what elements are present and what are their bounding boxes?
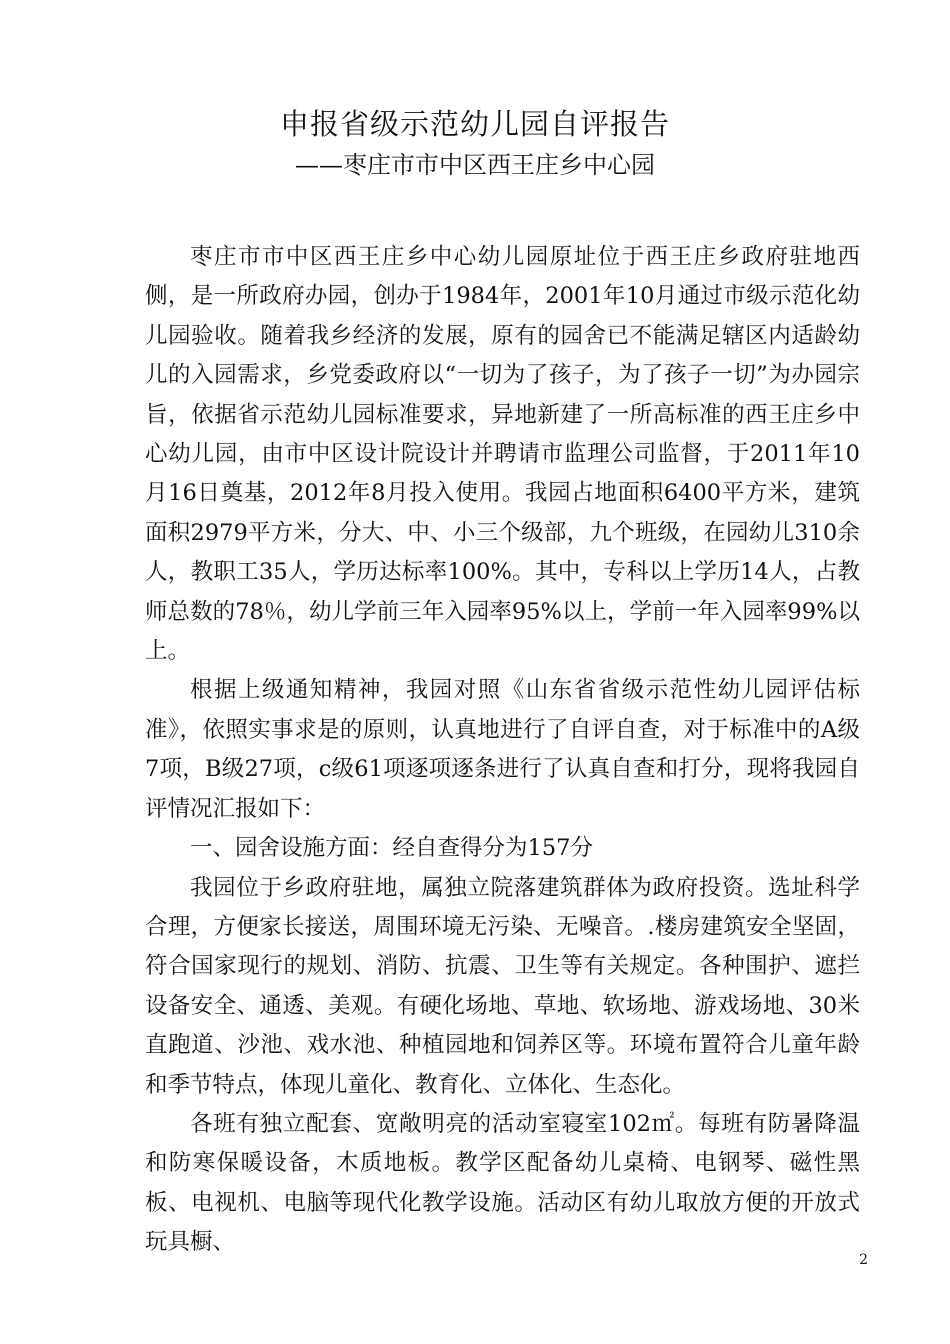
section-heading: 一、园舍设施方面：经自查得分为157分 [190,835,593,862]
page-subtitle: ——枣庄市市中区西王庄乡中心园 [295,151,655,179]
page-title: 申报省级示范幼儿园自评报告 [279,107,670,141]
facilities-paragraph: 我园位于乡政府驻地，属独立院落建筑群体为政府投资。选址科学合理，方便家长接送，周围环境无污染、无噪音。.楼房建筑安全坚固，符合国家现行的规划、消防、抗震、卫生等有关规定。各种围护、遮拦设备安全、通透、美观。有硬化场地、草地、软场地、游戏场地、30米直跑道、沙池、戏水池、种植园地和饲养区等。环境布置符合儿童年龄和季节特点，体现儿童化、教育化、立体化、生态化。 [145,874,860,1098]
classroom-paragraph: 各班有独立配套、宽敞明亮的活动室寝室102㎡。每班有防暑降温和防寒保暖设备，木质地板。教学区配备幼儿桌椅、电钢琴、磁性黑板、电视机、电脑等现代化教学设施。活动区有幼儿取放方便的开放式玩具橱、 [145,1110,860,1256]
intro-paragraph: 枣庄市市中区西王庄乡中心幼儿园原址位于西王庄乡政府驻地西侧，是一所政府办园，创办于1984年，2001年10月通过市级示范化幼儿园验收。随着我乡经济的发展，原有的园舍已不能满足辖区内适龄幼儿的入园需求，乡党委政府以“一切为了孩子，为了孩子一切”为办园宗旨，依据省示范幼儿园标准要求，异地新建了一所高标准的西王庄乡中心幼儿园，由市中区设计院设计并聘请市监理公司监督，于2011年10月16日奠基，2012年8月投入使用。我园占地面积6400平方米，建筑面积2979平方米，分大、中、小三个级部，九个班级，在园幼儿310余人，教职工35人，学历达标率100%。其中，专科以上学历14人，占教师总数的78％，幼儿学前三年入园率95%以上，学前一年入园率99%以上。 [145,244,860,665]
page-number: 2 [859,1252,868,1268]
document-body [145,238,860,1263]
self-evaluation-paragraph: 根据上级通知精神，我园对照《山东省省级示范性幼儿园评估标准》，依照实事求是的原则，认真地进行了自评自查，对于标准中的A级7项，B级27项，c级61项逐项逐条进行了认真自查和打分，现将我园自评情况汇报如下： [145,677,860,822]
